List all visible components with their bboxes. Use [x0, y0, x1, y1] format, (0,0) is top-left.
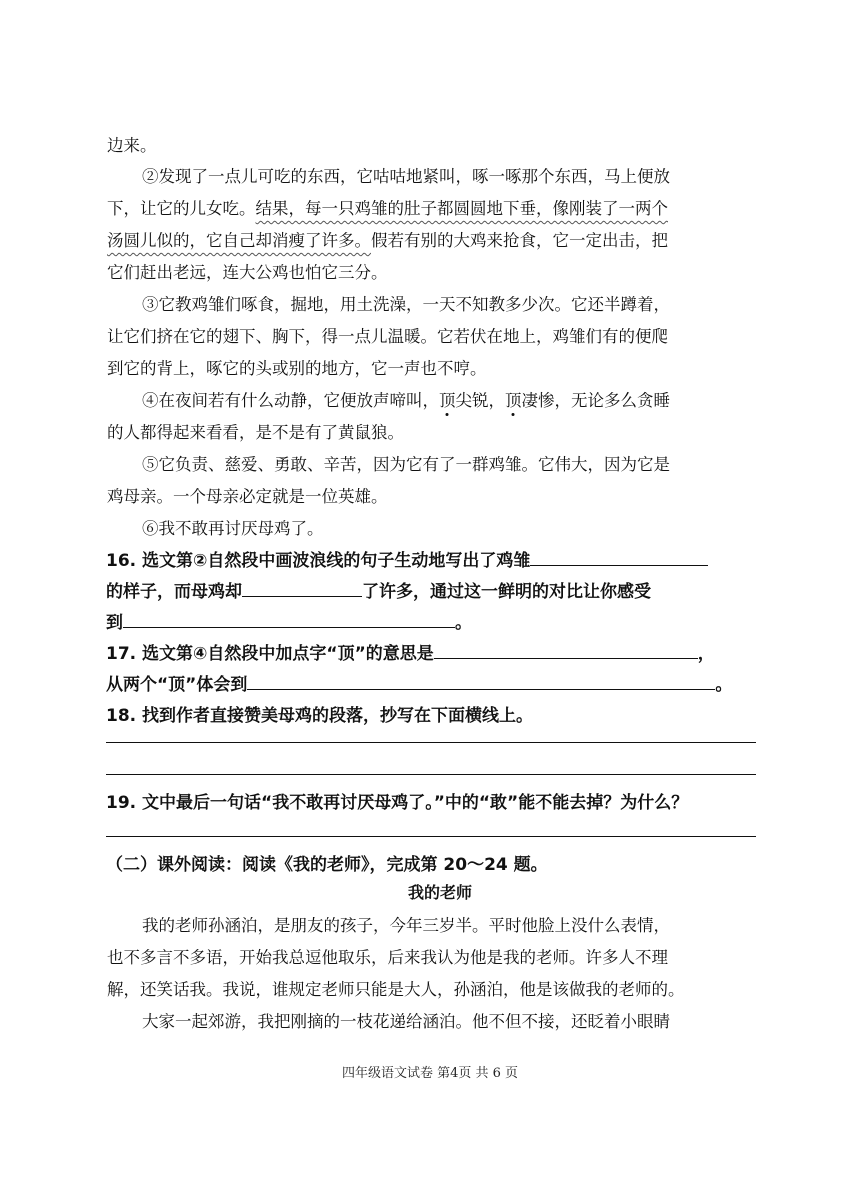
- passage-line: 让它们挤在它的翅下、胸下，得一点儿温暖。它若伏在地上，鸡雏们有的便爬: [107, 327, 668, 346]
- article-line: 也不多言不多语，开始我总逗他取乐，后来我认为他是我的老师。许多人不理: [107, 948, 668, 967]
- question-16-cont: [106, 608, 472, 633]
- passage-line: ⑤它负责、慈爱、勇敢、辛苦，因为它有了一群鸡雏。它伟大，因为它是: [142, 455, 670, 474]
- question-17-cont: [106, 670, 732, 695]
- passage-line: ②发现了一点儿可吃的东西，它咕咕地紧叫，啄一啄那个东西，马上便放: [142, 167, 670, 186]
- question-text: 。: [715, 675, 733, 695]
- passage-text: 假若有别的大鸡来抢食，它一定出击，把: [371, 231, 668, 250]
- passage-text: 尖锐，: [455, 391, 505, 410]
- question-18: 18. 找到作者直接赞美母鸡的段落，抄写在下面横线上。: [106, 706, 534, 726]
- passage-line: [142, 387, 670, 411]
- answer-line[interactable]: [106, 774, 756, 775]
- answer-line[interactable]: [106, 742, 756, 743]
- article-line: 大家一起郊游，我把刚摘的一枝花递给涵泊。他不但不接，还眨着小眼睛: [142, 1012, 670, 1031]
- question-16: [106, 546, 708, 571]
- dotted-character: 顶: [505, 387, 522, 411]
- article-line: 解，还笑话我。我说，谁规定老师只能是大人，孙涵泊，他是该做我的老师的。: [107, 980, 685, 999]
- question-text: 16. 选文第②自然段中画波浪线的句子生动地写出了鸡雏: [106, 551, 531, 571]
- passage-text: ④在夜间若有什么动静，它便放声啼叫，: [142, 391, 439, 410]
- passage-line: 它们赶出老远，连大公鸡也怕它三分。: [107, 263, 388, 282]
- wavy-underlined-sentence: 结果，每一只鸡雏的肚子都圆圆地下垂，像刚装了一两个: [255, 199, 668, 218]
- passage-line: ③它教鸡雏们啄食，掘地，用土洗澡，一天不知教多少次。它还半蹲着，: [142, 295, 670, 314]
- question-text: 17. 选文第④自然段中加点字“顶”的意思是: [106, 644, 434, 664]
- answer-blank[interactable]: [247, 671, 715, 690]
- article-line: 我的老师孙涵泊，是朋友的孩子，今年三岁半。平时他脸上没什么表情，: [142, 916, 670, 935]
- question-text: 从两个“顶”体会到: [106, 675, 248, 695]
- question-text: 到: [106, 613, 123, 633]
- question-text: 了许多，通过这一鲜明的对比让你感受: [362, 582, 651, 602]
- passage-line: [107, 227, 668, 251]
- question-text: ，: [697, 644, 715, 664]
- section-heading: （二）课外阅读：阅读《我的老师》，完成第 20～24 题。: [106, 855, 548, 875]
- passage-text: 凄惨，无论多么贪睡: [521, 391, 670, 410]
- passage-line: 的人都得起来看看，是不是有了黄鼠狼。: [107, 423, 404, 442]
- question-19: 19. 文中最后一句话“我不敢再讨厌母鸡了。”中的“敢”能不能去掉？为什么？: [106, 793, 689, 813]
- question-text: 。: [455, 613, 472, 633]
- answer-blank[interactable]: [242, 578, 362, 597]
- question-text: 的样子，而母鸡却: [106, 582, 242, 602]
- answer-blank[interactable]: [123, 609, 455, 628]
- wavy-underlined-sentence: 汤圆儿似的，它自己却消瘦了许多。: [107, 231, 371, 250]
- dotted-character: 顶: [439, 387, 456, 411]
- passage-text: 下，让它的儿女吃。: [107, 199, 256, 218]
- answer-line[interactable]: [106, 836, 756, 837]
- answer-blank[interactable]: [434, 640, 698, 659]
- question-16-cont: [106, 577, 651, 602]
- passage-line: 鸡母亲。一个母亲必定就是一位英雄。: [107, 487, 388, 506]
- passage-line: 到它的背上，啄它的头或别的地方，它一声也不哼。: [107, 359, 487, 378]
- answer-blank[interactable]: [530, 547, 708, 566]
- passage-line: [107, 195, 668, 219]
- article-title: 我的老师: [407, 883, 472, 902]
- page-footer: 四年级语文试卷 第4页 共 6 页: [341, 1066, 519, 1081]
- passage-line: 边来。: [107, 136, 157, 155]
- question-17: [106, 639, 715, 664]
- passage-line: ⑥我不敢再讨厌母鸡了。: [142, 519, 324, 538]
